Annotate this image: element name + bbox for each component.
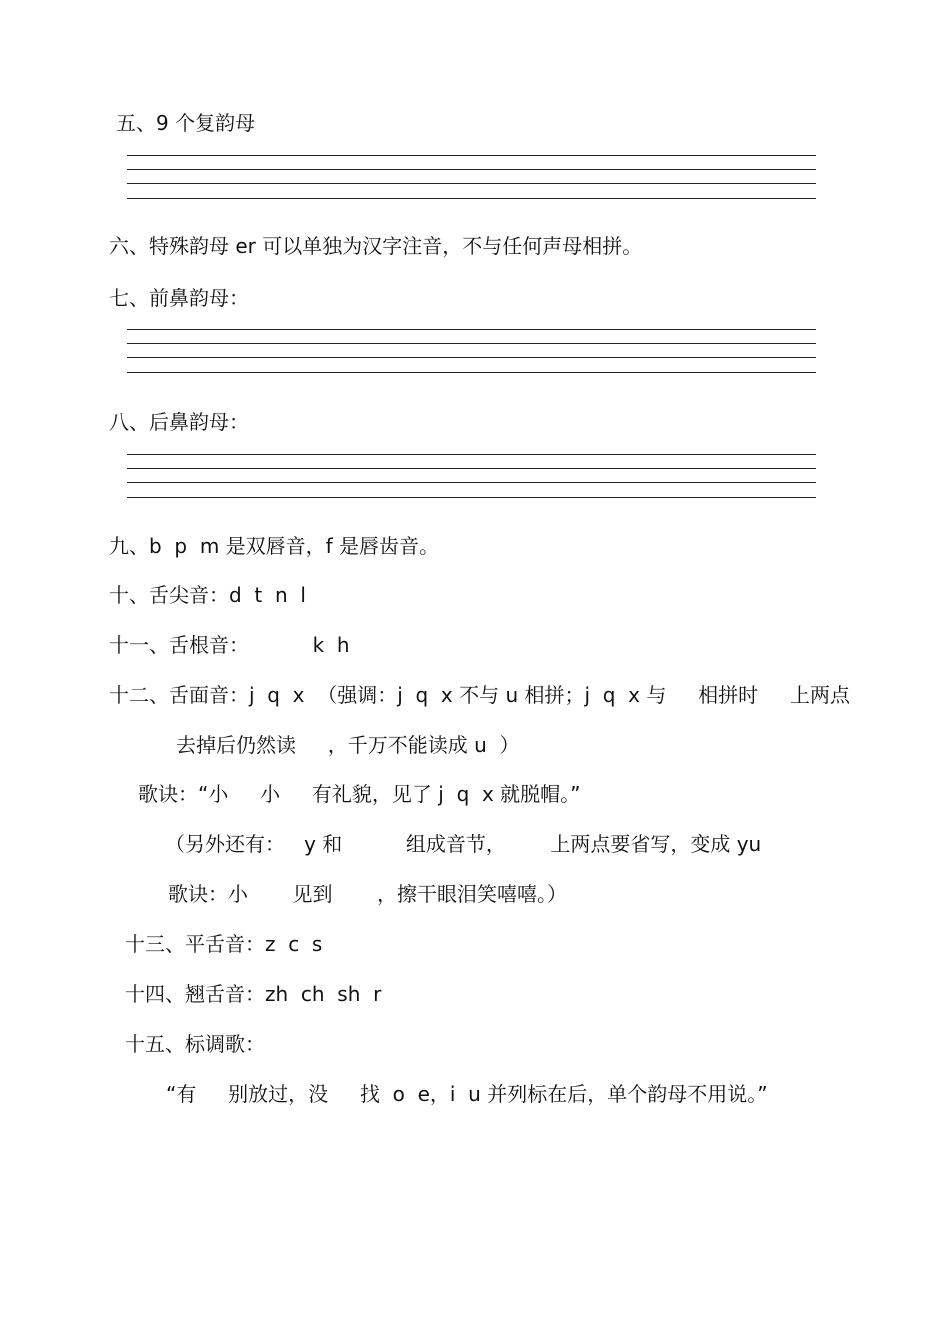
writing-line (127, 329, 816, 330)
section-7-title: 七、前鼻韵母： (109, 286, 249, 310)
section-5-title: 五、9 个复韵母 (116, 111, 256, 135)
writing-line (127, 372, 816, 373)
section-15-title: 十五、标调歌： (125, 1032, 265, 1056)
writing-line (127, 155, 816, 156)
writing-line (127, 198, 816, 199)
writing-line (127, 169, 816, 170)
writing-line (127, 454, 816, 455)
writing-line (127, 343, 816, 344)
section-11: 十一、舌根音： k h (109, 633, 350, 657)
section-14: 十四、翘舌音：zh ch sh r (125, 982, 382, 1006)
section-10: 十、舌尖音：d t n l (109, 583, 306, 607)
writing-line (127, 497, 816, 498)
writing-line (127, 468, 816, 469)
section-13: 十三、平舌音：z c s (125, 932, 323, 956)
section-12-rhyme: 歌诀：“小 小 有礼貌，见了 j q x 就脱帽。” (138, 782, 581, 806)
section-15-rhyme: “有 别放过，没 找 o e，i u 并列标在后，单个韵母不用说。” (166, 1082, 768, 1106)
section-12-extra-2: 歌诀：小 见到 ，擦干眼泪笑嘻嘻。） (168, 882, 568, 906)
writing-line (127, 183, 816, 184)
section-9: 九、b p m 是双唇音，f 是唇齿音。 (109, 534, 440, 558)
section-6: 六、特殊韵母 er 可以单独为汉字注音，不与任何声母相拼。 (109, 234, 643, 258)
writing-line (127, 357, 816, 358)
writing-line (127, 482, 816, 483)
section-12-line-1: 十二、舌面音：j q x （强调：j q x 不与 u 相拼；j q x 与 相拼时 上两点 (109, 683, 850, 707)
section-12-extra-1: （另外还有： y 和 组成音节， 上两点要省写，变成 yu (165, 832, 762, 856)
section-8-title: 八、后鼻韵母： (109, 410, 249, 434)
section-12-line-2: 去掉后仍然读 ，千万不能读成 u ） (176, 733, 520, 757)
